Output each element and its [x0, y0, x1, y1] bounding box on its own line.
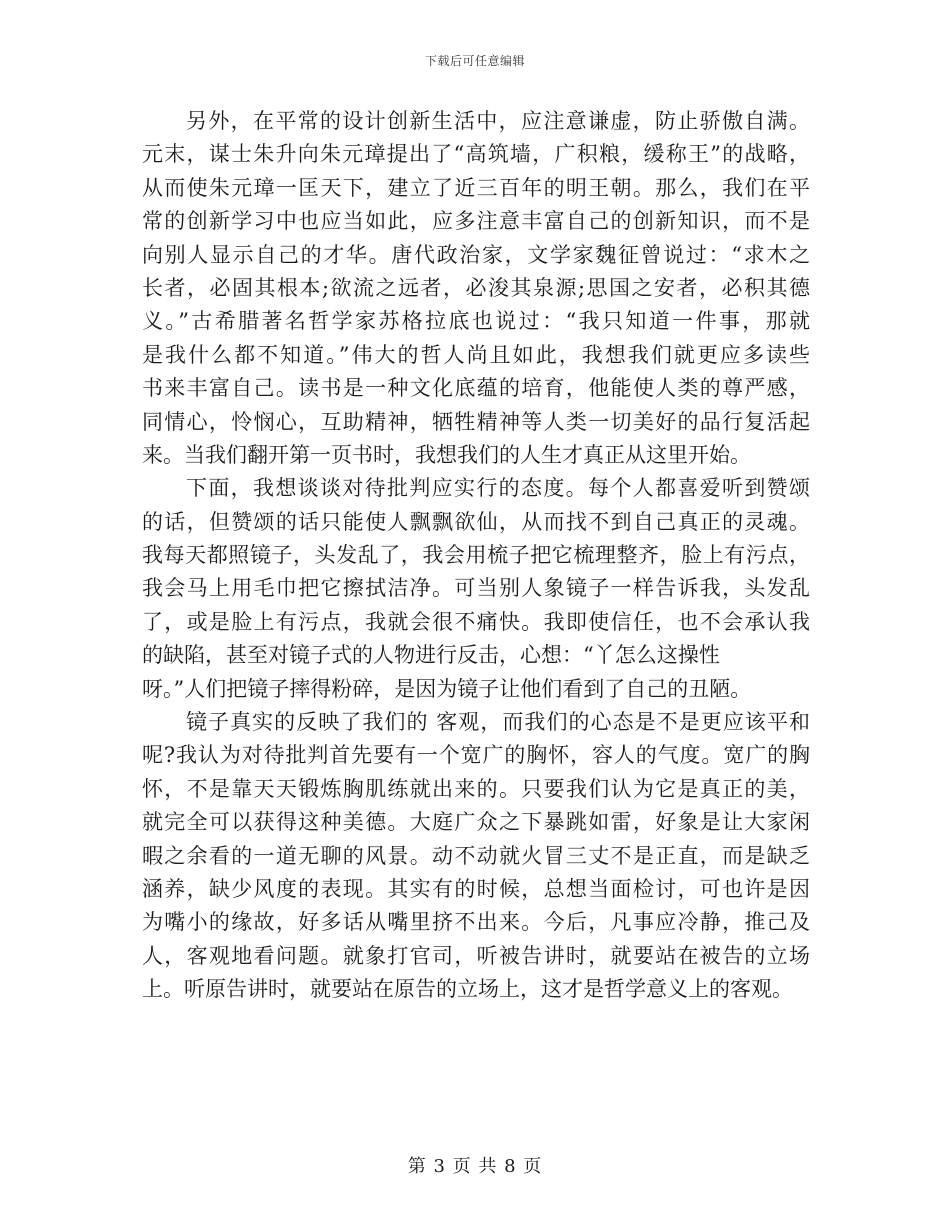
text-line: 元末，谋士朱升向朱元璋提出了“高筑墙，广积粮，缓称王”的战略， — [142, 142, 810, 167]
text-line: 就完全可以获得这种美德。大庭广众之下暴跳如雷，好象是让大家闲 — [142, 810, 810, 835]
text-line: 同情心，怜悯心，互助精神，牺牲精神等人类一切美好的品行复活起 — [142, 409, 810, 434]
text-line: 怀，不是靠天天锻炼胸肌练就出来的。只要我们认为它是真正的美， — [142, 776, 810, 801]
text-line: 从而使朱元璋一匡天下，建立了近三百年的明王朝。那么，我们在平 — [142, 175, 810, 200]
text-line: 我会马上用毛巾把它擦拭洁净。可当别人象镜子一样告诉我，头发乱 — [142, 576, 810, 601]
text-line: 涵养，缺少风度的表现。其实有的时候，总想当面检讨，可也许是因 — [142, 876, 810, 901]
text-line: 暇之余看的一道无聊的风景。动不动就火冒三丈不是正直，而是缺乏 — [142, 843, 810, 868]
text-line: 向别人显示自己的才华。唐代政治家，文学家魏征曾说过：“求木之 — [142, 242, 810, 267]
text-line: 书来丰富自己。读书是一种文化底蕴的培育，他能使人类的尊严感， — [142, 376, 810, 401]
text-line: 下面，我想谈谈对待批判应实行的态度。每个人都喜爱听到赞颂 — [186, 476, 810, 501]
text-line: 镜子真实的反映了我们的 客观，而我们的心态是不是更应该平和 — [186, 710, 810, 735]
text-line: 义。”古希腊著名哲学家苏格拉底也说过：“我只知道一件事，那就 — [142, 309, 810, 334]
text-line: 长者，必固其根本;欲流之远者，必浚其泉源;思国之安者，必积其德 — [142, 275, 810, 300]
text-line: 人，客观地看问题。就象打官司，听被告讲时，就要站在被告的立场 — [142, 943, 810, 968]
text-line: 上。听原告讲时，就要站在原告的立场上，这才是哲学意义上的客观。 — [142, 977, 793, 1002]
text-line: 为嘴小的缘故，好多话从嘴里挤不出来。今后，凡事应冷静，推己及 — [142, 910, 810, 935]
text-line: 常的创新学习中也应当如此，应多注意丰富自己的创新知识，而不是 — [142, 209, 810, 234]
text-line: 呢?我认为对待批判首先要有一个宽广的胸怀，容人的气度。宽广的胸 — [142, 743, 810, 768]
text-line: 来。当我们翻开第一页书时，我想我们的人生才真正从这里开始。 — [142, 442, 751, 467]
text-line: 另外，在平常的设计创新生活中，应注意谦虚，防止骄傲自满。 — [186, 109, 810, 133]
document-body — [142, 105, 810, 1007]
paragraph-1 — [142, 105, 810, 472]
page-header: 下载后可任意编辑 — [424, 54, 525, 68]
text-line: 的话，但赞颂的话只能使人飘飘欲仙，从而找不到自己真正的灵魂。 — [142, 509, 810, 534]
text-line: 了，或是脸上有污点，我就会很不痛快。我即使信任，也不会承认我 — [142, 609, 810, 634]
text-line: 呀。”人们把镜子摔得粉碎，是因为镜子让他们看到了自己的丑陋。 — [142, 676, 752, 701]
text-line: 是我什么都不知道。”伟大的哲人尚且如此，我想我们就更应多读些 — [142, 342, 810, 367]
paragraph-2 — [142, 472, 810, 706]
page-footer: 第 3 页 共 8 页 — [407, 1156, 543, 1177]
text-line: 的缺陷，甚至对镜子式的人物进行反击，心想：“丫怎么这操性 — [142, 643, 720, 668]
text-line: 我每天都照镜子，头发乱了，我会用梳子把它梳理整齐，脸上有污点， — [142, 543, 810, 568]
paragraph-3 — [142, 706, 810, 1007]
